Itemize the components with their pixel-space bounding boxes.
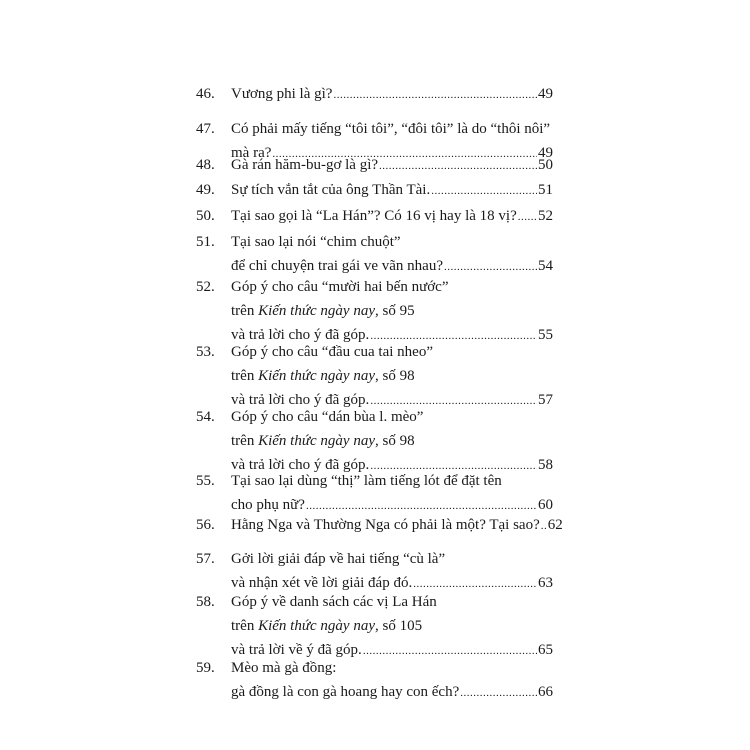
publication-name: Kiến thức ngày nay <box>258 618 375 634</box>
toc-entry-number: 50. <box>196 208 215 224</box>
toc-title-line <box>231 405 553 429</box>
toc-title-text <box>231 204 517 228</box>
publication-name: Kiến thức ngày nay <box>258 303 375 319</box>
title-text: cho phụ nữ? <box>231 497 305 513</box>
toc-title-text <box>231 513 540 537</box>
toc-title-line <box>231 275 553 299</box>
toc-entry-number: 49. <box>196 182 215 198</box>
toc-title-line <box>231 547 553 571</box>
toc-title-line <box>231 153 553 177</box>
dot-leader <box>333 83 537 107</box>
toc-page-number: 60 <box>538 497 553 513</box>
dot-leader <box>460 681 537 705</box>
dot-leader <box>431 179 537 203</box>
toc-title-line <box>231 614 553 638</box>
title-text: , số 98 <box>374 368 415 384</box>
toc-entry-title <box>231 405 553 477</box>
title-text: mà ra? <box>231 145 272 161</box>
toc-title-text <box>231 82 332 106</box>
toc-title-line <box>231 656 553 680</box>
title-text: trên <box>231 433 259 449</box>
toc-page-number: 63 <box>538 575 553 591</box>
toc-title-line <box>231 513 563 537</box>
toc-entry-title <box>231 178 553 202</box>
title-text: Góp ý cho câu “đầu cua tai nheo” <box>231 344 433 360</box>
toc-entry-number: 52. <box>196 279 215 295</box>
toc-entry-title <box>231 469 553 517</box>
toc-entry-title <box>231 275 553 347</box>
toc-entry-number: 59. <box>196 660 215 676</box>
toc-title-line <box>231 469 553 493</box>
toc-title-line <box>231 590 553 614</box>
title-text: Tại sao lại dùng “thị” làm tiếng lót để đặt tên <box>231 473 502 489</box>
toc-entry-number: 48. <box>196 157 215 173</box>
title-text: Tại sao lại nói “chim chuột” <box>231 234 401 250</box>
title-text: Góp ý cho câu “mười hai bến nước” <box>231 279 449 295</box>
title-text: Gà rán hăm-bu-gơ là gì? <box>231 157 379 173</box>
title-text: Góp ý cho câu “dán bùa l. mèo” <box>231 409 424 425</box>
title-text: , số 95 <box>374 303 415 319</box>
toc-entry-number: 46. <box>196 86 215 102</box>
toc-page-number: 54 <box>538 258 553 274</box>
title-text: trên <box>231 303 259 319</box>
title-text: Góp ý về danh sách các vị La Hán <box>231 594 437 610</box>
toc-title-text <box>231 178 430 202</box>
title-text: Vương phi là gì? <box>231 86 333 102</box>
toc-page-number: 55 <box>538 327 553 343</box>
title-text: , số 105 <box>374 618 423 634</box>
toc-page-number: 49 <box>538 145 553 161</box>
title-text: và trả lời cho ý đã góp. <box>231 392 370 408</box>
title-text: Gởi lời giải đáp về hai tiếng “cù là” <box>231 551 446 567</box>
toc-title-line <box>231 340 553 364</box>
title-text: để chỉ chuyện trai gái ve vãn nhau? <box>231 258 443 274</box>
toc-title-text <box>231 153 378 177</box>
dot-leader <box>541 514 547 538</box>
toc-title-line <box>231 364 553 388</box>
toc-page-number: 65 <box>538 642 553 658</box>
toc-entry-number: 58. <box>196 594 215 610</box>
title-text: trên <box>231 368 259 384</box>
publication-name: Kiến thức ngày nay <box>258 433 375 449</box>
title-text: Mèo mà gà đồng: <box>231 660 337 676</box>
toc-entry-title <box>231 82 553 106</box>
title-text: Sự tích vắn tắt của ông Thần Tài. <box>231 182 431 198</box>
toc-entry-title <box>231 340 553 412</box>
toc-entry-title <box>231 153 553 177</box>
title-text: , số 98 <box>374 433 415 449</box>
title-text: Hằng Nga và Thường Nga có phải là một? Tại sao? <box>231 517 540 533</box>
toc-entry-number: 57. <box>196 551 215 567</box>
toc-entry-number: 54. <box>196 409 215 425</box>
publication-name: Kiến thức ngày nay <box>258 368 375 384</box>
title-text: và nhận xét về lời giải đáp đó. <box>231 575 413 591</box>
toc-entry-title <box>231 547 553 595</box>
toc-title-line <box>231 204 553 228</box>
toc-page-number: 58 <box>538 457 553 473</box>
title-text: Có phải mấy tiếng “tôi tôi”, “đôi tôi” là do “thôi nôi” <box>231 121 551 137</box>
toc-page-number: 52 <box>538 208 553 224</box>
toc-page-number: 49 <box>538 86 553 102</box>
toc-entry-number: 51. <box>196 234 215 250</box>
toc-page-number: 62 <box>547 517 563 533</box>
title-text: trên <box>231 618 259 634</box>
toc-title-line <box>231 680 553 704</box>
dot-leader <box>379 154 537 178</box>
toc-page-number: 50 <box>538 157 553 173</box>
title-text: và trả lời cho ý đã góp. <box>231 327 370 343</box>
title-text: Tại sao gọi là “La Hán”? Có 16 vị hay là 18 vị? <box>231 208 517 224</box>
toc-entry-number: 47. <box>196 121 215 137</box>
toc-title-line <box>231 230 553 254</box>
toc-title-line <box>231 299 553 323</box>
toc-page-number: 51 <box>538 182 553 198</box>
toc-title-text <box>231 680 459 704</box>
toc-title-line <box>231 429 553 453</box>
dot-leader <box>518 205 537 229</box>
title-text: và trả lời cho ý đã góp. <box>231 457 370 473</box>
toc-entry-title <box>231 656 553 704</box>
toc-title-line <box>231 178 553 202</box>
toc-entry-number: 53. <box>196 344 215 360</box>
title-text: gà đồng là con gà hoang hay con ếch? <box>231 684 460 700</box>
toc-entry-number: 55. <box>196 473 215 489</box>
toc-entry-title <box>231 230 553 278</box>
toc-entry-title <box>231 513 563 537</box>
toc-page-number: 57 <box>538 392 553 408</box>
toc-entry-number: 56. <box>196 517 215 533</box>
title-text: và trả lời về ý đã góp. <box>231 642 362 658</box>
toc-entry-title <box>231 590 553 662</box>
toc-title-line <box>231 117 553 141</box>
toc-entry-title <box>231 204 553 228</box>
toc-page-number: 66 <box>538 684 553 700</box>
toc-title-line <box>231 82 553 106</box>
